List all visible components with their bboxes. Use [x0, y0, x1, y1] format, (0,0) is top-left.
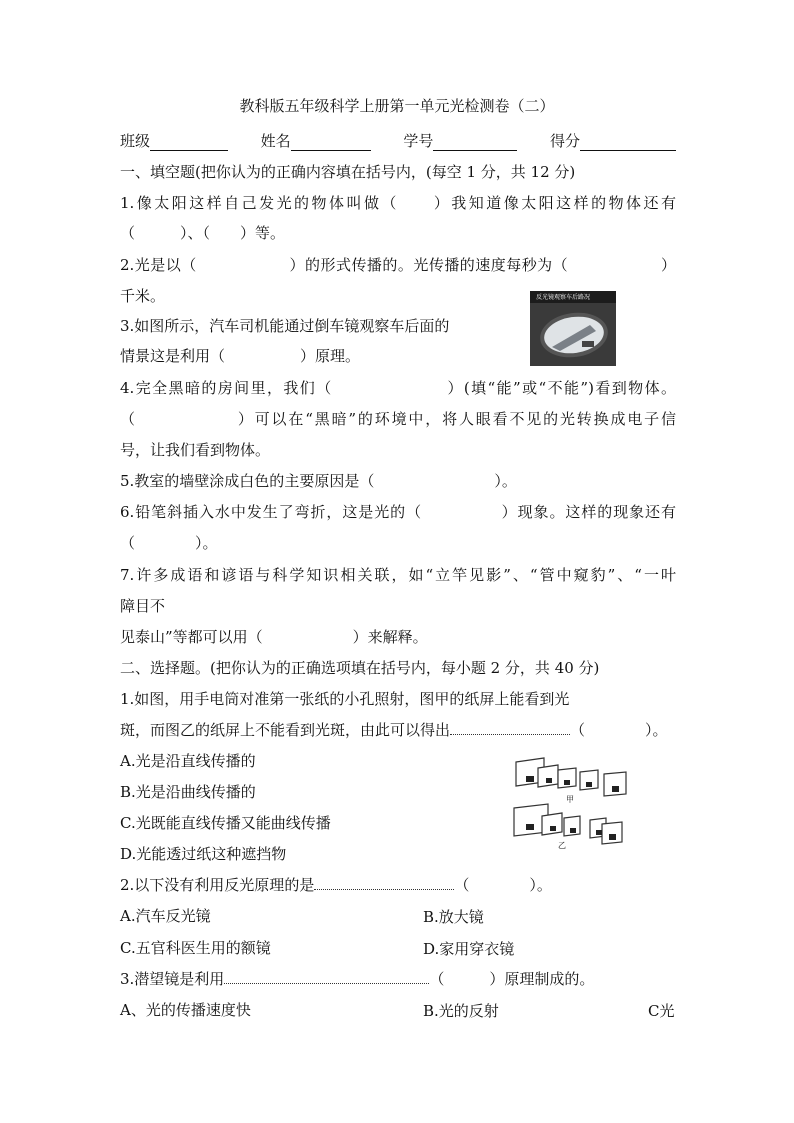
question-1-3-cont: 情景这是利用（ ）原理。 — [120, 347, 361, 365]
figure-label-yi: 乙 — [558, 841, 566, 850]
student-id-field[interactable]: 学号 — [403, 130, 517, 151]
dotted-leader — [314, 877, 454, 890]
question-1-7-cont2: 见泰山”等都可以用（ ）来解释。 — [120, 628, 428, 646]
question-1-4: 4.完全黑暗的房间里，我们（ ）(填“能”或“不能”)看到物体。 — [120, 379, 676, 397]
student-info-row — [120, 130, 676, 151]
question-2-1: 1.如图，用手电筒对准第一张纸的小孔照射，图甲的纸屏上能看到光 — [120, 690, 570, 708]
image-caption: 反光镜观察车后路况 — [536, 294, 591, 301]
question-1-7-cont: 障目不 — [120, 597, 166, 615]
option-2-1-c: C.光既能直线传播又能曲线传播 — [120, 814, 331, 832]
question-1-6-cont: （ ）。 — [120, 534, 218, 552]
option-2-3-c: C光 — [648, 1002, 675, 1020]
class-field[interactable]: 班级 — [120, 130, 228, 151]
name-field[interactable]: 姓名 — [261, 130, 371, 151]
question-1-5: 5.教室的墙壁涂成白色的主要原因是（ ）。 — [120, 472, 517, 490]
side-mirror-image — [530, 291, 616, 366]
option-2-2-a: A.汽车反光镜 — [120, 907, 211, 925]
question-1-2: 2.光是以（ ）的形式传播的。光传播的速度每秒为（ ） — [120, 256, 676, 274]
option-2-2-b: B.放大镜 — [423, 908, 484, 926]
option-2-2-c: C.五官科医生用的额镜 — [120, 939, 271, 957]
side-mirror-illustration — [530, 291, 616, 366]
question-1-3: 3.如图所示，汽车司机能通过倒车镜观察车后面的 — [120, 317, 450, 335]
section2-heading: 二、选择题。(把你认为的正确选项填在括号内，每小题 2 分，共 40 分) — [120, 659, 600, 677]
question-2-3: 3.潜望镜是利用 （ ）原理制成的。 — [120, 970, 595, 988]
option-2-2-d: D.家用穿衣镜 — [423, 940, 515, 958]
dotted-leader — [224, 971, 429, 984]
option-2-1-b: B.光是沿曲线传播的 — [120, 783, 256, 801]
score-field[interactable]: 得分 — [550, 130, 676, 151]
question-1-4-cont2: 号，让我们看到物体。 — [120, 441, 271, 459]
question-1-1: 1.像太阳这样自己发光的物体叫做（ ）我知道像太阳这样的物体还有 — [120, 194, 676, 212]
paper-screens-figure — [508, 752, 636, 852]
question-2-2: 2.以下没有利用反光原理的是 （ ）。 — [120, 876, 552, 894]
question-1-4-cont: （ ）可以在“黑暗”的环境中，将人眼看不见的光转换成电子信 — [120, 410, 676, 428]
option-2-1-a: A.光是沿直线传播的 — [120, 752, 256, 770]
question-1-2-cont: 千米。 — [120, 287, 166, 305]
question-1-7: 7.许多成语和谚语与科学知识相关联，如“立竿见影”、“管中窥豹”、“一叶 — [120, 566, 676, 584]
question-1-1-cont: （ ）、（ ）等。 — [120, 224, 286, 242]
option-2-3-b: B.光的反射 — [423, 1002, 499, 1020]
figure-label-jia: 甲 — [566, 795, 574, 804]
dotted-leader — [450, 722, 570, 735]
option-2-3-a: A、光的传播速度快 — [120, 1001, 251, 1019]
option-2-1-d: D.光能透过纸这种遮挡物 — [120, 845, 287, 863]
question-2-1-cont: 斑，而图乙的纸屏上不能看到光斑，由此可以得出 （ ）。 — [120, 721, 668, 739]
section1-heading: 一、填空题(把你认为的正确内容填在括号内，(每空 1 分，共 12 分) — [120, 163, 576, 181]
question-1-6: 6.铅笔斜插入水中发生了弯折，这是光的（ ）现象。这样的现象还有 — [120, 503, 676, 521]
page-title: 教科版五年级科学上册第一单元光检测卷（二） — [239, 97, 555, 115]
